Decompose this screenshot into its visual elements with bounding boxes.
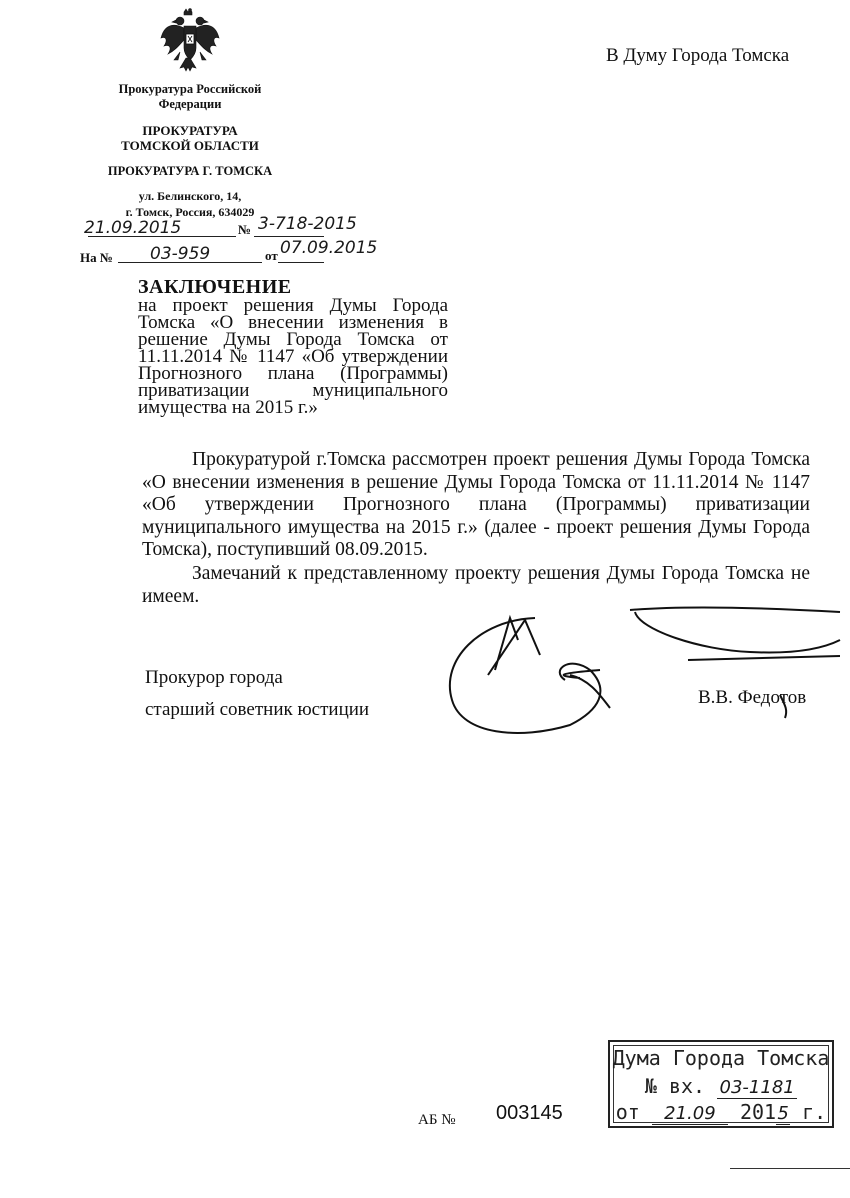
outgoing-no-underline xyxy=(254,236,324,237)
stamp-org: Дума Города Томска xyxy=(612,1046,830,1070)
addressee: В Думу Города Томска xyxy=(606,45,790,66)
outgoing-no-label: № xyxy=(238,222,252,237)
stamp-date-line xyxy=(610,1100,832,1125)
outgoing-date-underline xyxy=(88,236,236,237)
address-line1: ул. Белинского, 14, xyxy=(138,189,242,203)
ref-no-underline xyxy=(118,262,262,263)
address-line2: г. Томск, Россия, 634029 xyxy=(125,205,255,219)
ref-date: 07.09.2015 xyxy=(280,238,378,258)
stamp-year-prefix: 201 xyxy=(739,1100,777,1124)
org-name-line1: Прокуратура Российской xyxy=(118,82,262,96)
stamp-incoming-line xyxy=(610,1074,832,1099)
stamp-incoming-label: № вх. xyxy=(644,1074,706,1098)
coat-of-arms-icon xyxy=(158,8,222,74)
document-title: ЗАКЛЮЧЕНИЕ xyxy=(138,276,292,298)
signer-position-line2: старший советник юстиции xyxy=(145,699,370,720)
handwritten-signature xyxy=(440,600,845,745)
stamp-year-suffix: 5 xyxy=(777,1103,789,1124)
document-subject: на проект решения Думы Города Томска «О внесении изменения в решение Думы Города Томска от 11.11.2014 № 1147 «Об утверждении Прогнозного плана (Программы) приватизации муниципального имущества на 2015 г.» xyxy=(138,295,448,418)
stamp-incoming-no: 03-1181 xyxy=(717,1077,797,1099)
incoming-stamp xyxy=(608,1040,834,1128)
ref-no-label: На № xyxy=(80,250,113,265)
signer-name: В.В. Федотов xyxy=(698,687,807,708)
office-name-line1: ПРОКУРАТУРА xyxy=(142,123,238,138)
scan-edge-line xyxy=(730,1168,850,1169)
stamp-date-day: 21.09 xyxy=(652,1103,728,1125)
form-number: 003145 xyxy=(496,1102,563,1124)
office-name-line3: ПРОКУРАТУРА Г. ТОМСКА xyxy=(107,164,273,178)
body-paragraph-2: Замечаний к представленному проекту решения Думы Города Томска не имеем. xyxy=(142,563,810,607)
ref-date-label: от xyxy=(265,248,278,263)
form-series-label: АБ № xyxy=(418,1112,456,1128)
stamp-year-unit: г. xyxy=(802,1100,827,1124)
stamp-date-label: от xyxy=(615,1100,640,1124)
ref-no: 03-959 xyxy=(150,244,211,264)
office-name-line2: ТОМСКОЙ ОБЛАСТИ xyxy=(121,138,259,153)
body-paragraph-1: Прокуратурой г.Томска рассмотрен проект решения Думы Города Томска «О внесении изменения в решение Думы Города Томска от 11.11.2014 № 1147 «Об утверждении Прогнозного плана (Программы) приватизации муниципального имущества на 2015 г.» (далее - проект решения Думы Города Томска), поступивший 08.09.2015. xyxy=(142,449,810,560)
org-name-line2: Федерации xyxy=(158,97,222,111)
signer-position-line1: Прокурор города xyxy=(145,667,283,688)
outgoing-date: 21.09.2015 xyxy=(84,218,182,238)
ref-date-underline xyxy=(278,262,324,263)
outgoing-no: 3-718-2015 xyxy=(258,214,357,234)
